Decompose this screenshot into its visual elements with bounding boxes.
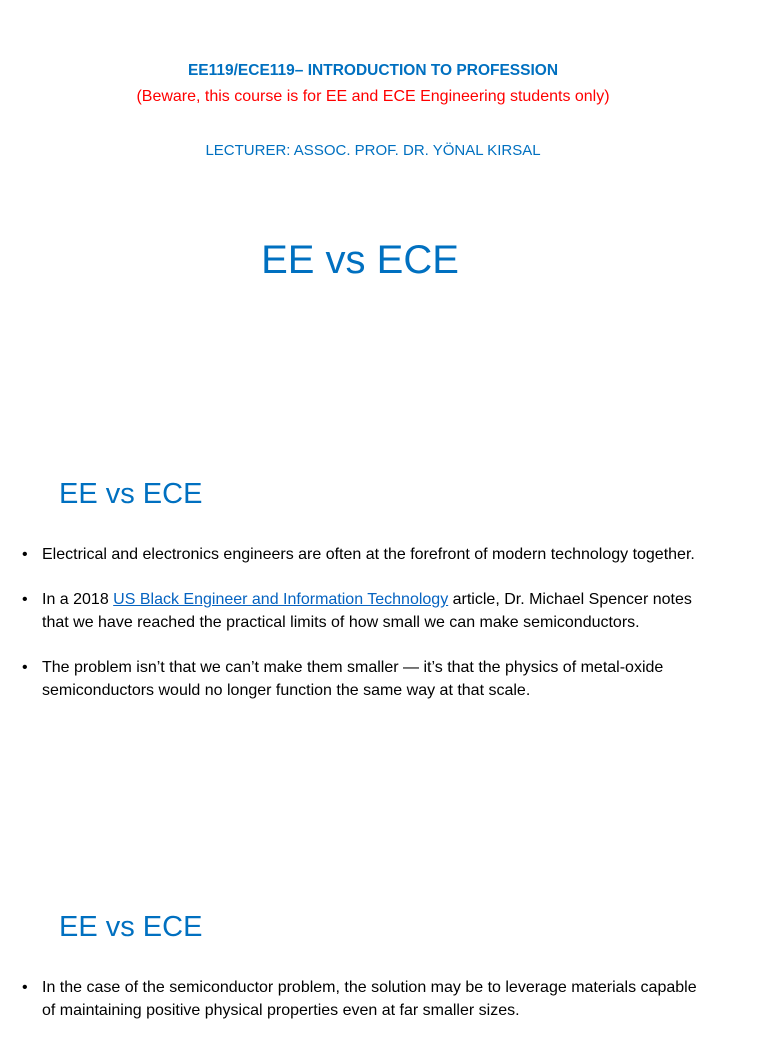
bullet-icon: •: [22, 546, 28, 563]
slide-main-title: EE vs ECE: [261, 238, 459, 282]
slide-title: EE vs ECE: [59, 911, 203, 943]
slide-title: EE vs ECE: [59, 478, 203, 510]
list-item: [22, 588, 712, 634]
course-warning-text: (Beware, this course is for EE and ECE Engineering students only): [136, 88, 610, 105]
list-item: [22, 656, 712, 702]
bullet-text: In the case of the semiconductor problem, the solution may be to leverage materials capable of maintaining positive physical properties even at far smaller sizes.: [42, 979, 697, 1019]
lecturer-name: LECTURER: ASSOC. PROF. DR. YÖNAL KIRSAL: [205, 142, 541, 159]
bullet-text: Electrical and electronics engineers are often at the forefront of modern technology together.: [42, 546, 695, 563]
list-item: [22, 976, 712, 1022]
bullet-list: [22, 543, 712, 724]
article-link[interactable]: US Black Engineer and Information Technology: [113, 591, 449, 608]
content-slide-2: [0, 864, 768, 1024]
list-item: [22, 543, 712, 566]
content-slide-1: [0, 432, 768, 864]
bullet-list: [22, 976, 712, 1044]
bullet-text-suffix: article, Dr. Michael Spencer notes that we have reached the practical limits of how small we can make semiconductors.: [42, 591, 692, 631]
title-slide: [0, 0, 768, 432]
bullet-icon: •: [22, 591, 28, 608]
bullet-text-prefix: In a 2018: [42, 591, 114, 608]
bullet-text: The problem isn’t that we can’t make them smaller — it’s that the physics of metal-oxide semiconductors would no longer function the same way at that scale.: [42, 659, 664, 699]
course-code-heading: EE119/ECE119– INTRODUCTION TO PROFESSION: [187, 62, 559, 79]
bullet-icon: •: [22, 979, 28, 996]
bullet-icon: •: [22, 659, 28, 676]
